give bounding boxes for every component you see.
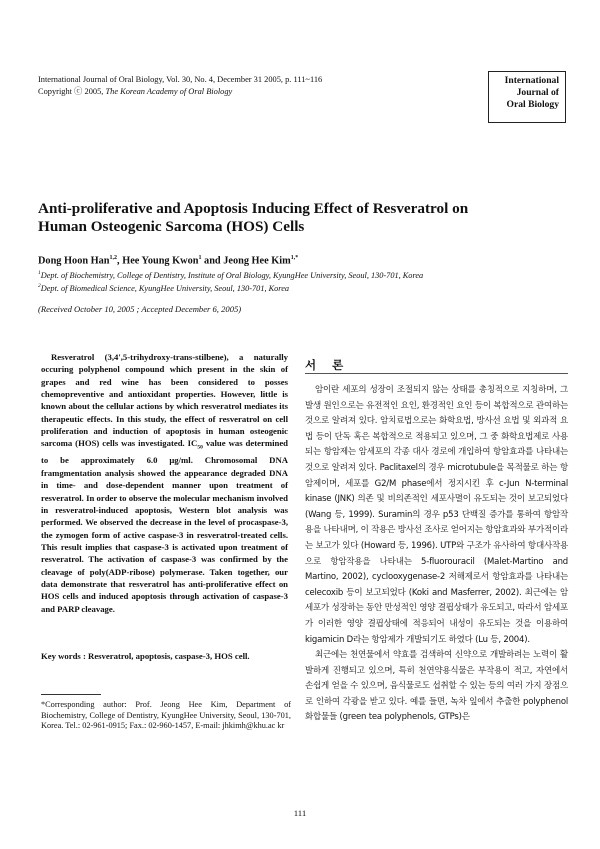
affiliation-2: $^2$Dept. of Biomedical Science, KyungHee University, Seoul, 130-701, Korea <box>38 282 290 293</box>
affiliations <box>38 268 568 294</box>
journal-name-box <box>488 71 566 123</box>
intro-paragraph-1: 암이란 세포의 성장이 조절되지 않는 상태를 총칭적으로 지칭하며, 그 발생 원인으로는 유전적인 요인, 환경적인 요인 등이 복합적으로 관여하는 것으로 알려져 있다. 암치료법으로는 화학요법, 방사선 요법 및 외과적 요법 등이 단독 혹은 복합적으로 적용되고 있으며, 그 중 화학요법제로 사용되는 항암제는 암세포의 각종 대사 경로에 개입하여 항암효과를 나타내는 것으로 알려져 있다. Paclitaxel의 경우 microtubule을 목적물로 하는 항암제이며, 세포를 G2/M phase에서 정지시킨 후 c-Jun N-terminal kinase (JNK) 의존 및 비의존적인 세포사멸이 유도되는 것이 보고되었다 (Wang 등, 1999). Suramin의 경우 p53 단백질 증가를 통하여 항암작용을 나타내며, 이 작용은 방사선 조사로 얻어지는 항암효과와 부가적이라는 보고가 있다 (Howard 등, 1996). UTP와 구조가 유사하여 항대사작용으로 항암작용을 나타내는 5-fluorouracil (Malet-Martino and Martino, 2002), cyclooxygenase-2 저해제로서 항암효과를 나타내는 celecoxib 등이 보고되었다 (Koki and Masferrer, 2002). 최근에는 암세포가 성장하는 동안 만성적인 영양 결핍상태가 유도되고, 따라서 암세포가 이러한 영양 결핍상태에 적응되어 내성이 유도되는 것을 이용하여 kigamicin D라는 항암제가 개발되기도 하였다 (Lu 등, 2004). <box>305 385 568 645</box>
article-title <box>38 200 558 236</box>
footnote-divider <box>41 694 101 695</box>
journal-header <box>38 74 438 98</box>
received-dates: (Received October 10, 2005 ; Accepted December 6, 2005) <box>38 304 242 314</box>
section-heading-rule <box>305 373 568 374</box>
abstract: Resveratrol (3,4',5-trihydroxy-trans-stilbene), a naturally occuring polyphenol compound which present in the skin of grapes and red wine has been considered to posses chemopreventive and antioxidant properties. However, little is known about the cellular actions by which resveratrol mediates its therapeutic effects. In this study, the effect of resveratrol on cell proliferation and induction of apoptosis in human osteogenic sarcoma (HOS) cells was investigated. $IC_{50}$ value was determined to be approximately 6.0 μg/ml. Chromosomal DNA framgmentation analysis showed the appearance degraded DNA in time- and dose-dependent manner upon treatment of resveratrol. In order to observe the molecular mechanism involved in resveratrol-induced apoptosis, Western blot analysis was performed. We observed the decrease in the level of procaspase-3, the zymogen form of active caspase-3 in resveratrol-treated cells. This result implies that caspase-3 is activated upon treatment of resveratrol. The activation of caspase-3 was confirmed by the cleavage of poly(ADP-ribose) polymerase. Taken together, our data demonstrate that resveratrol has anti-proliferative effect on HOS cells and induced apoptosis through activation of caspase-3 and PARP cleavage. <box>41 352 289 614</box>
author-3: Jeong Hee Kim <box>223 255 291 267</box>
title-line-2: Human Osteogenic Sarcoma (HOS) Cells <box>38 218 305 235</box>
intro-paragraph-2: 최근에는 천연물에서 약효를 검색하여 신약으로 개발하려는 노력이 활발하게 진행되고 있으며, 특히 천연약용식물은 부작용이 적고, 자연에서 손쉽게 얻을 수 있으며, 음식물로도 섭취할 수 있는 등의 여러 가지 장점으로 인하여 각광을 받고 있다. 예를 들면, 녹차 잎에서 추출한 polyphenol 화합물들 (green tea polyphenols, GTPs)은 <box>305 650 568 723</box>
author-2: Hee Young Kwon <box>122 255 199 267</box>
journal-box-line-2: Journal of <box>516 87 559 98</box>
corresponding-author-footnote: *Corresponding author: Prof. Jeong Hee Kim, Department of Biochemistry, College of Dentistry, KyungHee University, Seoul, 130-701, Korea. Tel.: 02-961-0915; Fax.: 02-960-1457, E-mail: jhkimh@khu.ac kr <box>41 700 291 731</box>
author-1-sup: 1,2 <box>109 255 118 261</box>
title-line-1: Anti-proliferative and Apoptosis Inducing Effect of Resveratrol on <box>38 200 469 217</box>
author-list: Dong Hoon Han$^{1,2}$, Hee Young Kwon$^1$ and Jeong Hee Kim$^{1,*}$ <box>38 255 299 267</box>
introduction-body <box>305 383 568 726</box>
section-heading: 서 론 <box>305 358 350 372</box>
page-number: 111 <box>293 808 307 818</box>
journal-box-line-1: International <box>504 75 559 86</box>
affiliation-1: $^1$Dept. of Biochemistry, College of Dentistry, Institute of Oral Biology, KyungHee University, Seoul, 130-701, Korea <box>38 270 424 280</box>
author-3-sup: 1,* <box>290 255 299 261</box>
citation-line: International Journal of Oral Biology, Vol. 30, No. 4, December 31 2005, p. 111~116 <box>38 75 323 84</box>
author-1: Dong Hoon Han <box>38 255 110 267</box>
author-2-sup: 1 <box>198 255 202 261</box>
journal-box-line-3: Oral Biology <box>506 99 559 110</box>
copyright-line: Copyright ⓒ 2005, The Korean Academy of Oral Biology <box>38 87 233 96</box>
keywords: Key words : Resveratrol, apoptosis, caspase-3, HOS cell. <box>41 651 250 661</box>
